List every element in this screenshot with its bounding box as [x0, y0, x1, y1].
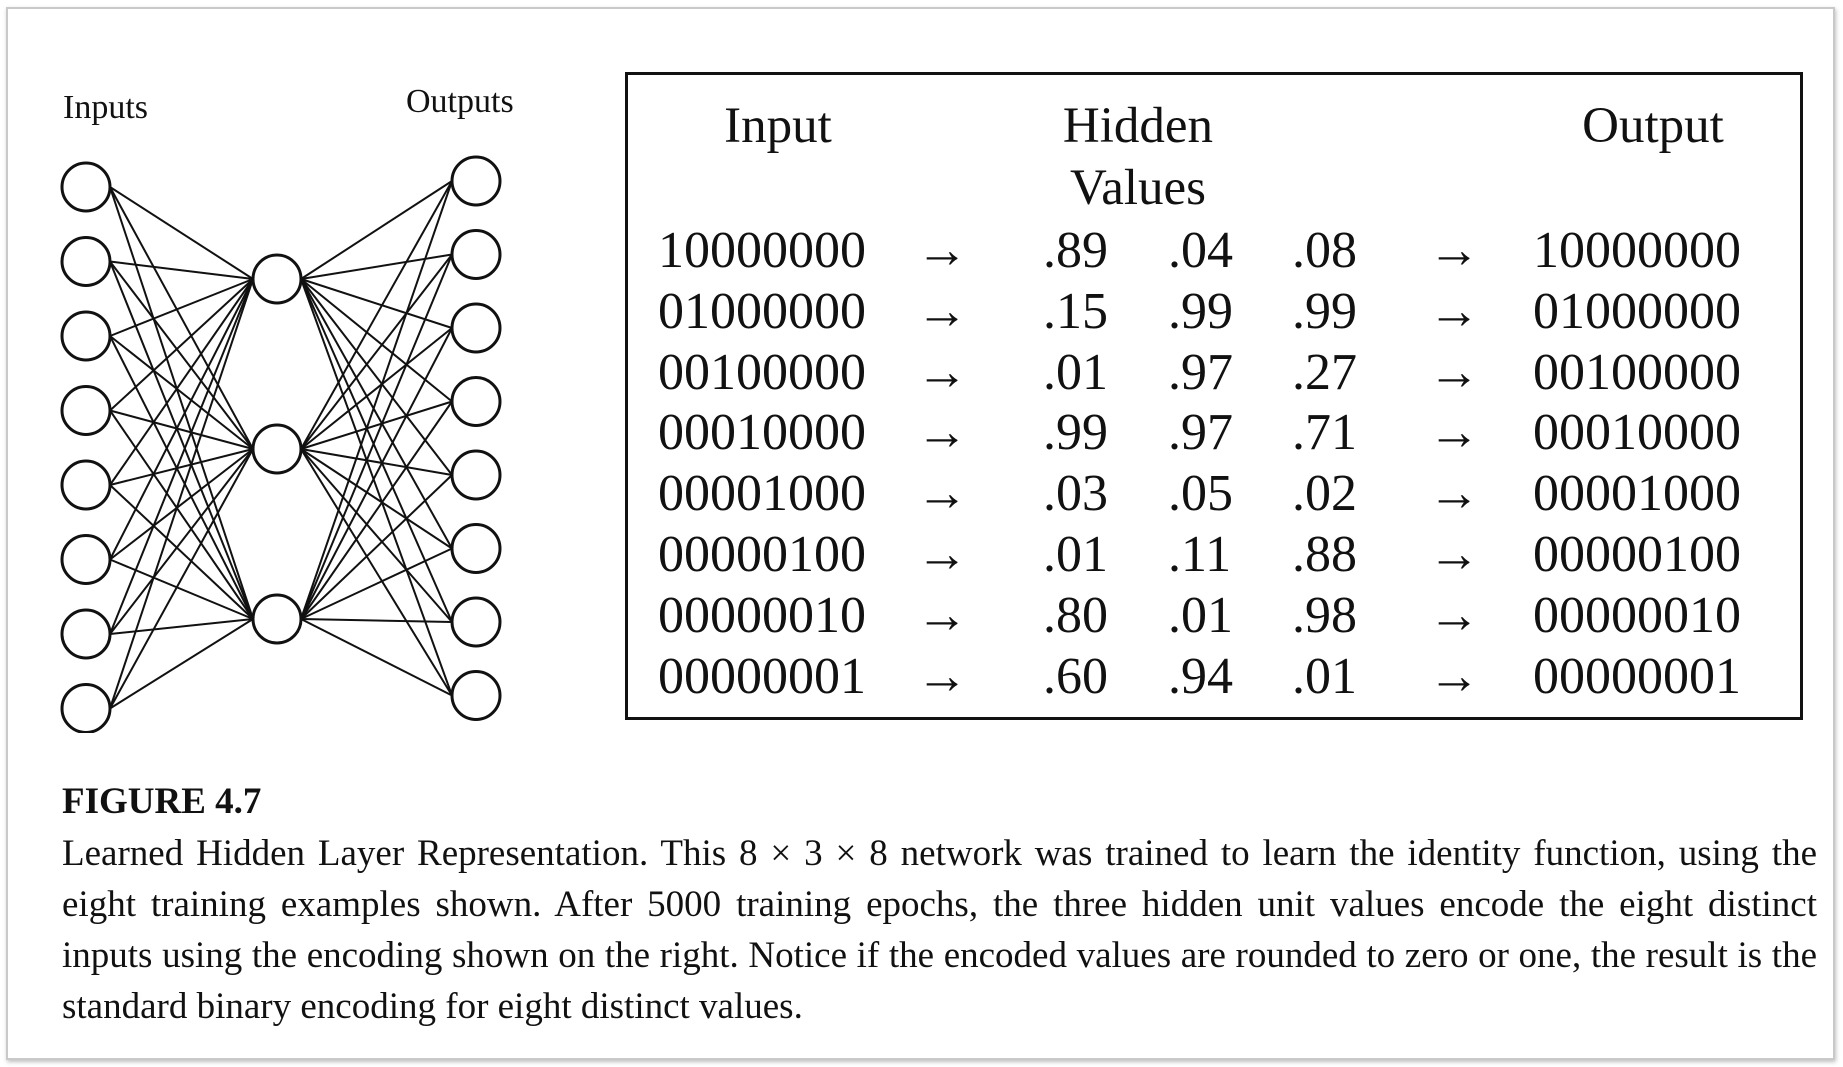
hidden-value: .04 [1168, 222, 1233, 279]
input-pattern: 00010000 [658, 404, 866, 462]
header-input: Input [724, 98, 832, 154]
hidden-value: .02 [1292, 465, 1357, 523]
hidden-unit [253, 255, 301, 303]
output-unit [452, 157, 500, 205]
arrow-icon: → [1428, 526, 1480, 583]
output-pattern: 01000000 [1533, 282, 1741, 340]
caption-text: Learned Hidden Layer Representation. This 8 × 3 × 8 network was trained to learn the identity function, using the eight training examples shown. After 5000 training epochs, the three hidden unit values encode the eight distinct inputs using the encoding shown on the right. Notice if the encoded values are rounded to zero or one, the result is the standard binary encoding for eight distinct values. [62, 833, 1817, 1028]
output-unit [452, 378, 500, 426]
input-unit [62, 461, 110, 509]
hidden-value: .80 [1043, 586, 1108, 644]
arrow-icon: → [916, 222, 968, 279]
input-pattern: 00000010 [658, 586, 866, 644]
input-hidden-edge [110, 336, 253, 449]
hidden-value: .71 [1292, 404, 1357, 462]
arrow-icon: → [916, 404, 968, 462]
output-pattern: 00000001 [1533, 647, 1741, 705]
output-unit [452, 451, 500, 499]
arrow-icon: → [1428, 222, 1480, 279]
header-hidden: Hidden [1062, 98, 1214, 154]
arrow-icon: → [916, 343, 968, 401]
input-hidden-edge [110, 187, 253, 449]
arrow-icon: → [1428, 586, 1480, 644]
input-unit [62, 685, 110, 733]
hidden-value: .99 [1168, 282, 1233, 340]
arrow-icon: → [1428, 343, 1480, 401]
output-unit [452, 672, 500, 720]
input-unit [62, 163, 110, 211]
hidden-value: .99 [1043, 404, 1108, 462]
arrow-icon: → [916, 647, 968, 705]
hidden-value: .15 [1043, 282, 1108, 340]
hidden-value: .60 [1043, 647, 1108, 705]
hidden-output-edge [301, 328, 452, 449]
input-unit [62, 610, 110, 658]
hidden-output-edge [301, 279, 452, 549]
input-pattern: 00100000 [658, 343, 866, 401]
output-pattern: 00100000 [1533, 343, 1741, 401]
inputs-label: Inputs [63, 89, 148, 126]
output-pattern: 10000000 [1533, 222, 1741, 279]
encoding-table [625, 72, 1803, 720]
hidden-value: .98 [1292, 586, 1357, 644]
arrow-icon: → [1428, 282, 1480, 340]
output-unit [452, 231, 500, 279]
hidden-value: .01 [1292, 647, 1357, 705]
hidden-value: .88 [1292, 526, 1357, 583]
figure-caption [62, 780, 1817, 1032]
arrow-icon: → [916, 465, 968, 523]
hidden-output-edge [301, 619, 452, 622]
hidden-value: .01 [1043, 343, 1108, 401]
hidden-value: .27 [1292, 343, 1357, 401]
hidden-value: .89 [1043, 222, 1108, 279]
output-unit [452, 525, 500, 573]
hidden-output-edge [301, 402, 452, 620]
hidden-unit [253, 425, 301, 473]
figure-label: FIGURE 4.7 [62, 781, 262, 822]
output-pattern: 00000100 [1533, 526, 1741, 583]
input-unit [62, 387, 110, 435]
hidden-output-edge [301, 255, 452, 450]
hidden-value: .11 [1168, 526, 1232, 583]
output-unit [452, 598, 500, 646]
hidden-value: .97 [1168, 343, 1233, 401]
input-hidden-edge [110, 279, 253, 336]
hidden-value: .94 [1168, 647, 1233, 705]
input-unit [62, 238, 110, 286]
output-pattern: 00000010 [1533, 586, 1741, 644]
hidden-value: .99 [1292, 282, 1357, 340]
input-pattern: 01000000 [658, 282, 866, 340]
network-diagram [52, 83, 542, 733]
hidden-value: .05 [1168, 465, 1233, 523]
output-pattern: 00001000 [1533, 465, 1741, 523]
hidden-output-edge [301, 449, 452, 549]
input-pattern: 10000000 [658, 222, 866, 279]
arrow-icon: → [916, 526, 968, 583]
input-hidden-edge [110, 187, 253, 279]
arrow-icon: → [916, 282, 968, 340]
hidden-value: .03 [1043, 465, 1108, 523]
figure-page [6, 7, 1835, 1060]
hidden-unit [253, 595, 301, 643]
output-unit [452, 304, 500, 352]
arrow-icon: → [1428, 404, 1480, 462]
outputs-label: Outputs [406, 83, 514, 120]
input-pattern: 00001000 [658, 465, 866, 523]
input-hidden-edge [110, 187, 253, 619]
hidden-value: .01 [1043, 526, 1108, 583]
header-values: Values [1070, 160, 1206, 216]
header-output: Output [1582, 98, 1724, 154]
input-pattern: 00000001 [658, 647, 866, 705]
hidden-output-edge [301, 181, 452, 279]
hidden-output-edge [301, 181, 452, 619]
input-pattern: 00000100 [658, 526, 866, 583]
arrow-icon: → [1428, 465, 1480, 523]
hidden-value: .08 [1292, 222, 1357, 279]
arrow-icon: → [916, 586, 968, 644]
input-unit [62, 312, 110, 360]
input-unit [62, 536, 110, 584]
arrow-icon: → [1428, 647, 1480, 705]
hidden-output-edge [301, 255, 452, 280]
output-pattern: 00010000 [1533, 404, 1741, 462]
hidden-value: .97 [1168, 404, 1233, 462]
hidden-value: .01 [1168, 586, 1233, 644]
hidden-output-edge [301, 549, 452, 620]
